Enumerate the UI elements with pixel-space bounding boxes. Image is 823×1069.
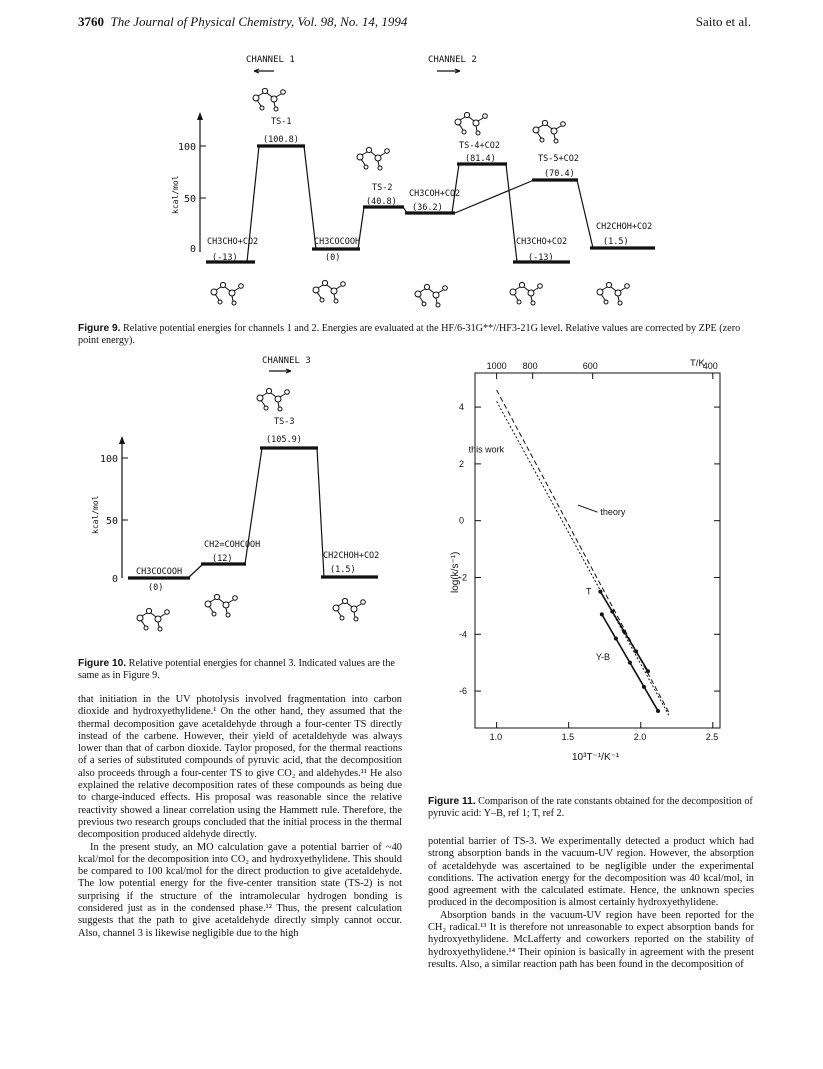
fig9-value-ch2choh-co2: (1.5) — [603, 237, 629, 247]
figure-11-caption — [428, 796, 754, 820]
fig11-data-point — [642, 685, 646, 689]
fig11-ytick-label: -2 — [459, 572, 468, 583]
fig9-ytick-50 — [184, 194, 206, 205]
fig9-value-ch3cocooh: (0) — [325, 253, 341, 263]
fig10-channel3-label: CHANNEL 3 — [262, 356, 311, 366]
fig9-molecule-ts4 — [455, 112, 487, 135]
fig10-name-ch2-cohcooh: CH2=COHCOOH — [204, 540, 261, 550]
fig11-data-point — [634, 649, 638, 653]
fig9-molecule-4 — [510, 282, 542, 305]
fig11-ylabel: log(k/s⁻¹) — [450, 551, 461, 593]
fig9-ytick-0 — [190, 244, 196, 255]
fig9-value-ts5: (70.4) — [544, 169, 575, 179]
fig10-molecule-ts3 — [257, 388, 289, 411]
fig11-series-label-theory: theory — [600, 507, 626, 518]
fig10-value-ts3: (105.9) — [266, 435, 302, 445]
figure-11-caption-text: Comparison of the rate constants obtained for the decomposition of pyruvic acid: Y–B, ref 1; T, ref 2. — [428, 796, 753, 819]
body-right-column — [428, 836, 754, 971]
fig11-xtick-label: 1.5 — [561, 732, 575, 742]
fig9-name-ch3cho-co2-a: CH3CHO+CO2 — [207, 237, 259, 247]
fig9-molecule-ts2 — [357, 147, 389, 170]
figure-11-caption-label: Figure 11. — [428, 796, 476, 807]
fig11-toptick-label: 1000 — [486, 361, 507, 371]
fig9-value-ts1: (100.8) — [263, 135, 299, 145]
svg-text:0: 0 — [112, 574, 119, 585]
fig10-value-ch2-cohcooh: (12) — [212, 554, 233, 564]
fig10-molecule-2 — [205, 594, 237, 617]
fig9-ytick-100 — [178, 142, 206, 153]
fig10-value-ch3cocooh: (0) — [148, 583, 164, 593]
fig11-ytick-label: 2 — [459, 458, 465, 469]
fig11-data-point — [598, 590, 602, 594]
figure-10-caption — [78, 658, 400, 682]
svg-text:100: 100 — [178, 142, 197, 153]
fig11-xtick-label: 1.0 — [489, 732, 503, 742]
fig10-ytick-50 — [106, 516, 128, 527]
fig11-series-label-this-work: this work — [468, 444, 505, 455]
body-left-column — [78, 694, 402, 940]
fig11-xtick-label: 2.5 — [705, 732, 719, 742]
fig11-data-point — [646, 669, 650, 673]
fig11-marks — [459, 361, 720, 742]
fig9-name-ts5: TS-5+CO2 — [538, 154, 579, 164]
fig10-ytick-0 — [112, 574, 118, 585]
fig10-molecule-3 — [333, 598, 365, 621]
svg-text:50: 50 — [106, 516, 119, 527]
fig10-ytick-100 — [100, 454, 128, 465]
fig9-molecule-3 — [415, 284, 447, 307]
fig9-channel1-label: CHANNEL 1 — [246, 55, 295, 65]
fig9-name-ch3coh-co2: CH3COH+CO2 — [409, 189, 461, 199]
fig11-series-label-yb: Y-B — [595, 651, 611, 662]
fig9-name-ts4: TS-4+CO2 — [459, 141, 500, 151]
body-paragraph: In the present study, an MO calculation gave a potential barrier of ~40 kcal/mol for the decomposition into CO₂ and hydroxyethylidene. This should be compared to 100 kcal/mol for the direct production to give acetaldehyde. The low potential energy for the five-center transition state (TS-2) is not surprising if the structure of the intramolecular hydrogen bonding is considered just as in the condensed phase.¹² Thus, the present calculation suggests that the path to give acetaldehyde directly simply cannot occur. Also, channel 3 is likewise negligible due to the high — [78, 841, 402, 939]
fig10-name-ch3cocooh: CH3COCOOH — [136, 567, 183, 577]
fig11-top-axis-label: T/K — [690, 358, 705, 369]
figure-10-caption-label: Figure 10. — [78, 658, 127, 669]
body-paragraph: potential barrier of TS-3. We experimentally detected a product which had strong absorption bands in the vacuum-UV region. However, the absorption of acetaldehyde was ascertained to be negligible under the experimental conditions. The activation energy for the decomposition was 40 kcal/mol, in good agreement with the calculated estimate. Hence, the unknown species produced in the decomposition is almost certainly hydroxyethylidene. — [428, 836, 754, 909]
fig11-data-point — [622, 629, 626, 633]
fig9-value-ts2: (40.8) — [366, 197, 397, 207]
fig11-ytick-label: -4 — [459, 629, 468, 640]
fig9-molecule-ts1 — [253, 88, 285, 111]
svg-text:100: 100 — [100, 454, 119, 465]
svg-text:0: 0 — [190, 244, 197, 255]
body-paragraph: that initiation in the UV photolysis involved fragmentation into carbon dioxide and hydroxyethylidene.¹ On the other hand, they assumed that the thermal decomposition gave acetaldehyde through a four-center TS directly instead of the carbene. However, their yield of acetaldehyde was always lower than that of carbon dioxide. Taylor proposed, for the thermal reactions of a series of substituted compounds of pyruvic acid, that the decomposition also proceeds through a four-center TS to give CO₂ and aldehydes.¹¹ He also explained the relative decomposition rates of these compounds as being due to charge-induced effects. His proposal was reasonable since the relative reactivity showed a linear correlation using the Hammett rule. Therefore, the previous two research groups concluded that the initial process in the thermal decomposition produced aldehyde directly. — [78, 694, 402, 841]
fig11-data-point — [600, 612, 604, 616]
figure-9-caption — [78, 323, 750, 347]
fig9-molecule-2 — [313, 280, 345, 303]
fig9-value-ch3coh-co2: (36.2) — [412, 203, 443, 213]
fig11-plot-frame — [475, 373, 720, 728]
fig11-ytick-label: -6 — [459, 686, 468, 697]
fig9-value-ch3cho-co2-a: (-13) — [212, 253, 238, 263]
body-paragraph: Absorption bands in the vacuum-UV region have been reported for the CH₂ radical.¹³ It is therefore not unreasonable to expect absorption bands for hydroxyethylidene. McLafferty and coworkers reported on the stability of hydroxyethylidene.¹⁴ Their opinion is basically in agreement with the present results. Also, a similar reaction path has been found in the decomposition of — [428, 909, 754, 970]
header-authors: Saito et al. — [695, 14, 751, 29]
fig11-toptick-label: 800 — [522, 361, 538, 371]
fig11-series-label-t: T — [585, 586, 592, 597]
journal-title: The Journal of Physical Chemistry, Vol. 98, No. 14, 1994 — [110, 14, 408, 29]
fig10-name-ts3: TS-3 — [274, 417, 295, 427]
fig11-toptick-label: 600 — [582, 361, 598, 371]
figure-10-caption-text: Relative potential energies for channel 3. Indicated values are the same as in Figure 9. — [78, 658, 395, 681]
fig9-name-ch3cho-co2-b: CH3CHO+CO2 — [516, 237, 568, 247]
fig11-data-point — [656, 709, 660, 713]
figure-9-caption-text: Relative potential energies for channels 1 and 2. Energies are evaluated at the HF/6-31G**//HF3-21G level. Relative values are corrected by ZPE (zero point energy). — [78, 323, 741, 346]
fig11-theory-leader — [578, 505, 598, 512]
fig9-molecule-ts5 — [533, 120, 565, 143]
fig9-name-ch2choh-co2: CH2CHOH+CO2 — [596, 222, 653, 232]
fig9-molecule-5 — [597, 282, 629, 305]
fig9-ylabel: kcal/mol — [171, 175, 180, 214]
fig11-data-point — [628, 661, 632, 665]
fig9-molecule-1 — [211, 282, 243, 305]
fig9-channel2-label: CHANNEL 2 — [428, 55, 477, 65]
svg-text:50: 50 — [184, 194, 197, 205]
fig9-name-ts2: TS-2 — [372, 183, 393, 193]
fig11-xlabel: 10³T⁻¹/K⁻¹ — [572, 752, 620, 763]
fig11-toptick-label: 400 — [702, 361, 718, 371]
fig11-data-point — [614, 637, 618, 641]
fig10-molecule-1 — [137, 608, 169, 631]
fig11-ytick-label: 0 — [459, 515, 465, 526]
fig10-ylabel: kcal/mol — [91, 495, 100, 534]
fig11-ytick-label: 4 — [459, 402, 465, 413]
fig9-name-ch3cocooh: CH3COCOOH — [314, 237, 361, 247]
fig9-value-ts4: (81.4) — [465, 154, 496, 164]
fig9-name-ts1: TS-1 — [271, 117, 292, 127]
fig11-data-point — [610, 610, 614, 614]
fig11-xtick-label: 2.0 — [633, 732, 647, 742]
fig11-series-line — [497, 401, 670, 716]
fig10-name-ch2choh-co2: CH2CHOH+CO2 — [323, 551, 380, 561]
figure-10 — [78, 350, 398, 650]
figure-9 — [0, 0, 823, 330]
figure-9-caption-label: Figure 9. — [78, 323, 121, 334]
fig9-value-ch3cho-co2-b: (-13) — [528, 253, 554, 263]
figure-11-chart — [420, 355, 760, 780]
page-number: 3760 — [78, 14, 104, 29]
fig10-value-ch2choh-co2: (1.5) — [330, 565, 356, 575]
